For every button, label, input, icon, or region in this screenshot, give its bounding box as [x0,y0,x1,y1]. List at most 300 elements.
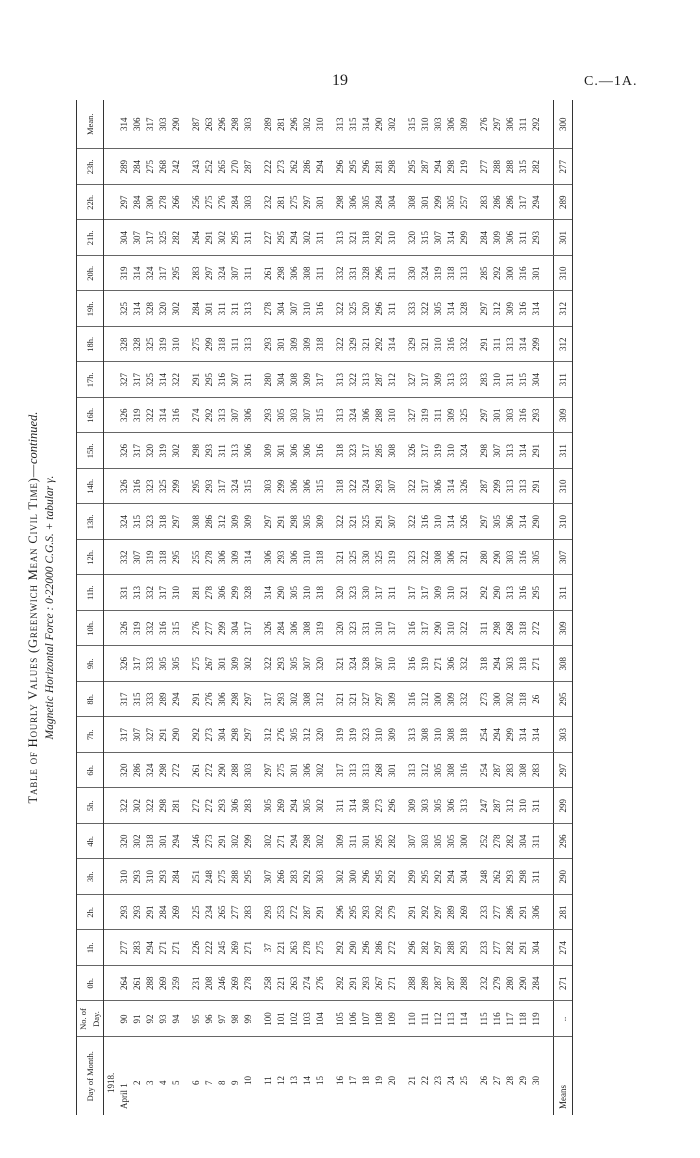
hourly-value: 306 [216,540,229,576]
spacer-cell [399,788,406,824]
hourly-value: 307 [386,469,399,505]
hourly-value: 317 [118,682,131,718]
spacer-row [255,100,262,1115]
hourly-value: 301 [360,824,373,860]
spacer-cell [543,717,554,753]
hourly-value: 294 [288,824,301,860]
hourly-value: 295 [347,149,360,185]
hourly-value: 296 [386,788,399,824]
day-number: 109 [386,1001,399,1037]
hourly-value: 293 [530,220,543,256]
day-of-month: 17 [348,1076,358,1085]
spacer-cell [543,611,554,647]
spacer-cell [255,149,262,185]
hourly-value: 255 [190,540,203,576]
hourly-value: 305 [360,185,373,221]
hourly-value: 326 [406,433,419,469]
hourly-value: 284 [131,149,144,185]
hourly-value: 322 [347,469,360,505]
hourly-value: 291 [373,504,386,540]
hourly-value: 320 [314,717,327,753]
table-title-main: Table of Hourly Values (Greenwich Mean Civil Time)— [26,464,40,804]
hourly-value: 305 [157,646,170,682]
empty-cell [104,327,119,363]
day-of-month: 26 [479,1076,489,1085]
hourly-value: 294 [491,646,504,682]
empty-cell [104,362,119,398]
day-number: 107 [360,1001,373,1037]
empty-cell [104,469,119,505]
hourly-value: 309 [314,504,327,540]
hourly-value: 272 [203,753,216,789]
hourly-value: 327 [118,362,131,398]
hourly-value: 304 [517,824,530,860]
hourly-value: 292 [373,220,386,256]
hourly-value: 312 [262,717,275,753]
hourly-value: 242 [170,149,183,185]
hourly-value: 311 [478,611,491,647]
hourly-value: 261 [131,966,144,1002]
overall-mean: 300 [554,100,573,149]
spacer-cell [183,327,190,363]
hourly-value: 303 [242,753,255,789]
hourly-value: 306 [445,540,458,576]
hourly-value: 232 [478,966,491,1002]
hourly-value: 304 [386,185,399,221]
spacer-cell [543,398,554,434]
hourly-value: 262 [491,859,504,895]
hourly-value: 317 [131,362,144,398]
spacer-cell [399,362,406,398]
hourly-mean: 301 [554,220,573,256]
hourly-value: 272 [203,788,216,824]
hourly-value: 308 [190,504,203,540]
mean-value: 297 [491,100,504,149]
hourly-mean: 297 [554,753,573,789]
spacer-cell [255,859,262,895]
mean-value: 302 [301,100,314,149]
hourly-value: 315 [419,220,432,256]
hourly-value: 319 [432,256,445,292]
hourly-value: 314 [445,504,458,540]
spacer-cell [327,788,334,824]
hourly-value: 314 [530,291,543,327]
day-of-month: 21 [407,1076,417,1085]
spacer-cell [399,100,406,149]
hourly-value: 301 [491,398,504,434]
mean-value: 311 [517,100,530,149]
hourly-value: 332 [458,646,471,682]
day-number: 115 [478,1001,491,1037]
hourly-value: 305 [530,540,543,576]
hourly-value: 307 [131,220,144,256]
hourly-value: 298 [445,149,458,185]
hourly-value: 314 [131,291,144,327]
spacer-cell [255,469,262,505]
hourly-value: 328 [458,291,471,327]
day-number: 100 [262,1001,275,1037]
hourly-value: 311 [530,824,543,860]
hourly-value: 308 [301,256,314,292]
spacer-cell [255,682,262,718]
hourly-value: 277 [203,611,216,647]
hourly-value: 317 [373,575,386,611]
spacer-cell [255,327,262,363]
spacer-cell [183,717,190,753]
hourly-value: 266 [275,859,288,895]
hourly-value: 302 [314,824,327,860]
hourly-value: 298 [517,859,530,895]
hourly-value: 295 [190,469,203,505]
page-number: 19 [332,72,348,89]
column-header: 21h. [77,220,104,256]
hourly-value: 322 [144,788,157,824]
hourly-value: 306 [445,646,458,682]
day-of-month: 25 [459,1076,469,1085]
hourly-value: 309 [445,682,458,718]
hourly-value: 283 [288,859,301,895]
hourly-value: 322 [144,398,157,434]
hourly-mean: 303 [554,717,573,753]
day-number: 101 [275,1001,288,1037]
mean-value: 296 [288,100,301,149]
column-header: Day of Month. [77,1037,104,1115]
hourly-value: 305 [445,185,458,221]
spacer-cell [399,220,406,256]
spacer-cell [183,100,190,149]
table-row [275,100,288,1115]
hourly-value: 332 [118,540,131,576]
day-of-month: 16 [335,1076,345,1085]
hourly-value: 325 [157,469,170,505]
hourly-value: 284 [478,220,491,256]
spacer-cell [471,504,478,540]
hourly-value: 311 [517,220,530,256]
spacer-cell [543,859,554,895]
hourly-value: 328 [144,291,157,327]
hourly-value: 306 [347,185,360,221]
hourly-value: 254 [478,753,491,789]
mean-value: 315 [347,100,360,149]
hourly-value: 246 [190,824,203,860]
spacer-cell [399,966,406,1002]
hourly-value: 310 [491,362,504,398]
hourly-value: 316 [157,611,170,647]
spacer-cell [399,504,406,540]
hourly-value: 317 [144,220,157,256]
hourly-value: 306 [216,575,229,611]
hourly-value: 313 [504,575,517,611]
hourly-value: 276 [314,966,327,1002]
hourly-value: 302 [314,788,327,824]
day-number: 116 [491,1001,504,1037]
hourly-value: 310 [445,433,458,469]
mean-value: 306 [131,100,144,149]
hourly-value: 326 [118,398,131,434]
hourly-value: 296 [360,149,373,185]
hourly-value: 278 [157,185,170,221]
day-number: 90 [118,1001,131,1037]
hourly-value: 314 [157,398,170,434]
hourly-value: 323 [347,611,360,647]
column-header: 20h. [77,256,104,292]
hourly-value: 291 [530,433,543,469]
hourly-value: 325 [144,362,157,398]
hourly-value: 296 [334,149,347,185]
hourly-value: 319 [347,717,360,753]
hourly-value: 283 [242,788,255,824]
day-of-month: 29 [518,1076,528,1085]
hourly-value: 299 [458,220,471,256]
hourly-value: 298 [157,788,170,824]
hourly-value: 275 [275,753,288,789]
day-of-month: 19 [374,1076,384,1085]
hourly-value: 309 [386,682,399,718]
hourly-value: 275 [216,859,229,895]
spacer-cell [399,646,406,682]
hourly-value: 320 [118,824,131,860]
day-number: 117 [504,1001,517,1037]
hourly-value: 297 [118,185,131,221]
hourly-value: 328 [131,327,144,363]
hourly-value: 271 [386,966,399,1002]
hourly-value: 306 [530,895,543,931]
hourly-value: 292 [301,859,314,895]
hourly-value: 312 [504,788,517,824]
hourly-value: 293 [157,859,170,895]
hourly-value: 318 [144,824,157,860]
means-label: Means [554,1037,573,1115]
hourly-value: 271 [170,930,183,966]
hourly-value: 252 [478,824,491,860]
hourly-value: 330 [360,540,373,576]
empty-cell [104,895,119,931]
spacer-cell [255,100,262,149]
hourly-value: 306 [288,433,301,469]
hourly-value: 296 [360,930,373,966]
hourly-value: 288 [229,753,242,789]
hourly-value: 330 [360,575,373,611]
hourly-value: 332 [458,327,471,363]
hourly-value: 296 [360,859,373,895]
hourly-mean: 311 [554,433,573,469]
hourly-value: 325 [360,504,373,540]
spacer-cell [543,100,554,149]
hourly-value: 297 [170,504,183,540]
hourly-value: 299 [504,717,517,753]
hourly-value: 306 [360,398,373,434]
hourly-value: 299 [216,611,229,647]
hourly-value: 276 [190,611,203,647]
hourly-value: 313 [242,327,255,363]
spacer-cell [183,504,190,540]
hourly-value: 233 [478,930,491,966]
hourly-value: 317 [517,185,530,221]
hourly-value: 298 [157,753,170,789]
hourly-value: 293 [530,398,543,434]
hourly-value: 291 [216,824,229,860]
spacer-cell [183,220,190,256]
spacer-cell [255,1001,262,1037]
hourly-value: 280 [478,540,491,576]
hourly-value: 310 [301,291,314,327]
hourly-value: 294 [288,220,301,256]
hourly-value: 315 [517,362,530,398]
hourly-value: 316 [131,469,144,505]
hourly-value: 293 [131,895,144,931]
empty-cell [104,256,119,292]
table-row [458,100,471,1115]
hourly-value: 277 [491,930,504,966]
hourly-value: 306 [301,433,314,469]
hourly-value: 299 [491,469,504,505]
hourly-value: 286 [504,185,517,221]
hourly-value: 310 [432,327,445,363]
spacer-cell [471,327,478,363]
spacer-cell [183,433,190,469]
hourly-value: 324 [347,646,360,682]
hourly-value: 284 [229,185,242,221]
hourly-mean: 296 [554,824,573,860]
spacer-cell [399,859,406,895]
hourly-value: 311 [491,327,504,363]
hourly-value: 322 [347,362,360,398]
hourly-value: 316 [314,291,327,327]
hourly-value: 291 [203,220,216,256]
hourly-value: 304 [118,220,131,256]
hourly-value: 291 [190,682,203,718]
hourly-value: 323 [406,540,419,576]
empty-cell [104,824,119,860]
hourly-value: 287 [491,753,504,789]
hourly-value: 331 [347,256,360,292]
hourly-value: 272 [170,753,183,789]
hourly-value: 305 [445,824,458,860]
hourly-value: 304 [216,717,229,753]
hourly-value: 283 [131,930,144,966]
hourly-value: 309 [242,504,255,540]
table-row [504,100,517,1115]
hourly-value: 233 [478,895,491,931]
spacer-cell [327,469,334,505]
hourly-value: 277 [229,895,242,931]
hourly-value: 310 [386,398,399,434]
spacer-cell [399,930,406,966]
hourly-value: 310 [432,717,445,753]
hourly-value: 293 [458,930,471,966]
empty-cell [104,185,119,221]
hourly-value: 290 [275,575,288,611]
hourly-value: 308 [301,611,314,647]
hourly-value: 261 [190,753,203,789]
hourly-value: 299 [406,859,419,895]
table-row [262,100,275,1115]
hourly-value: 267 [373,966,386,1002]
hourly-value: 277 [491,895,504,931]
table-row [157,100,170,1115]
hourly-value: 311 [314,220,327,256]
empty-cell [104,149,119,185]
hourly-value: 306 [301,753,314,789]
hourly-value: 292 [373,327,386,363]
hourly-mean: 307 [554,540,573,576]
hourly-value: 324 [229,469,242,505]
hourly-value: 325 [144,327,157,363]
mean-value: 276 [478,100,491,149]
spacer-cell [327,398,334,434]
hourly-value: 288 [406,966,419,1002]
hourly-values-table [76,100,573,1115]
table-title-continued: continued. [26,411,40,464]
hourly-value: 325 [157,220,170,256]
hourly-value: 326 [118,646,131,682]
hourly-value: 296 [373,256,386,292]
hourly-value: 299 [229,575,242,611]
mean-value: 317 [144,100,157,149]
hourly-value: 321 [458,575,471,611]
hourly-value: 328 [118,327,131,363]
column-header: 3h. [77,859,104,895]
hourly-mean: 310 [554,504,573,540]
hourly-value: 273 [203,824,216,860]
spacer-cell [471,149,478,185]
hourly-value: 208 [203,966,216,1002]
hourly-value: 274 [301,966,314,1002]
hourly-value: 298 [190,433,203,469]
spacer-cell [183,575,190,611]
hourly-value: 253 [275,895,288,931]
column-header: 4h. [77,824,104,860]
hourly-value: 303 [419,788,432,824]
hourly-value: 297 [432,895,445,931]
hourly-value: 316 [216,362,229,398]
hourly-value: 305 [301,788,314,824]
hourly-value: 306 [288,611,301,647]
spacer-cell [183,682,190,718]
hourly-value: 271 [157,930,170,966]
hourly-value: 314 [517,504,530,540]
hourly-value: 305 [432,291,445,327]
hourly-value: 315 [314,469,327,505]
hourly-value: 320 [334,575,347,611]
hourly-value: 289 [157,682,170,718]
hourly-mean: 310 [554,256,573,292]
hourly-value: 316 [517,398,530,434]
spacer-cell [255,611,262,647]
hourly-value: 280 [262,362,275,398]
hourly-value: 294 [170,824,183,860]
spacer-cell [543,291,554,327]
hourly-value: 313 [334,220,347,256]
hourly-value: 329 [347,327,360,363]
table-row [360,100,373,1115]
hourly-value: 295 [406,149,419,185]
hourly-value: 315 [314,398,327,434]
table-row [432,100,445,1115]
column-header: 23h. [77,149,104,185]
hourly-value: 317 [157,575,170,611]
hourly-value: 314 [530,717,543,753]
hourly-value: 222 [262,149,275,185]
hourly-value: 318 [458,717,471,753]
table-row [190,100,203,1115]
hourly-value: 297 [262,504,275,540]
spacer-cell [183,469,190,505]
column-header: 11h. [77,575,104,611]
hourly-value: 326 [118,611,131,647]
hourly-value: 305 [288,717,301,753]
spacer-cell [327,433,334,469]
